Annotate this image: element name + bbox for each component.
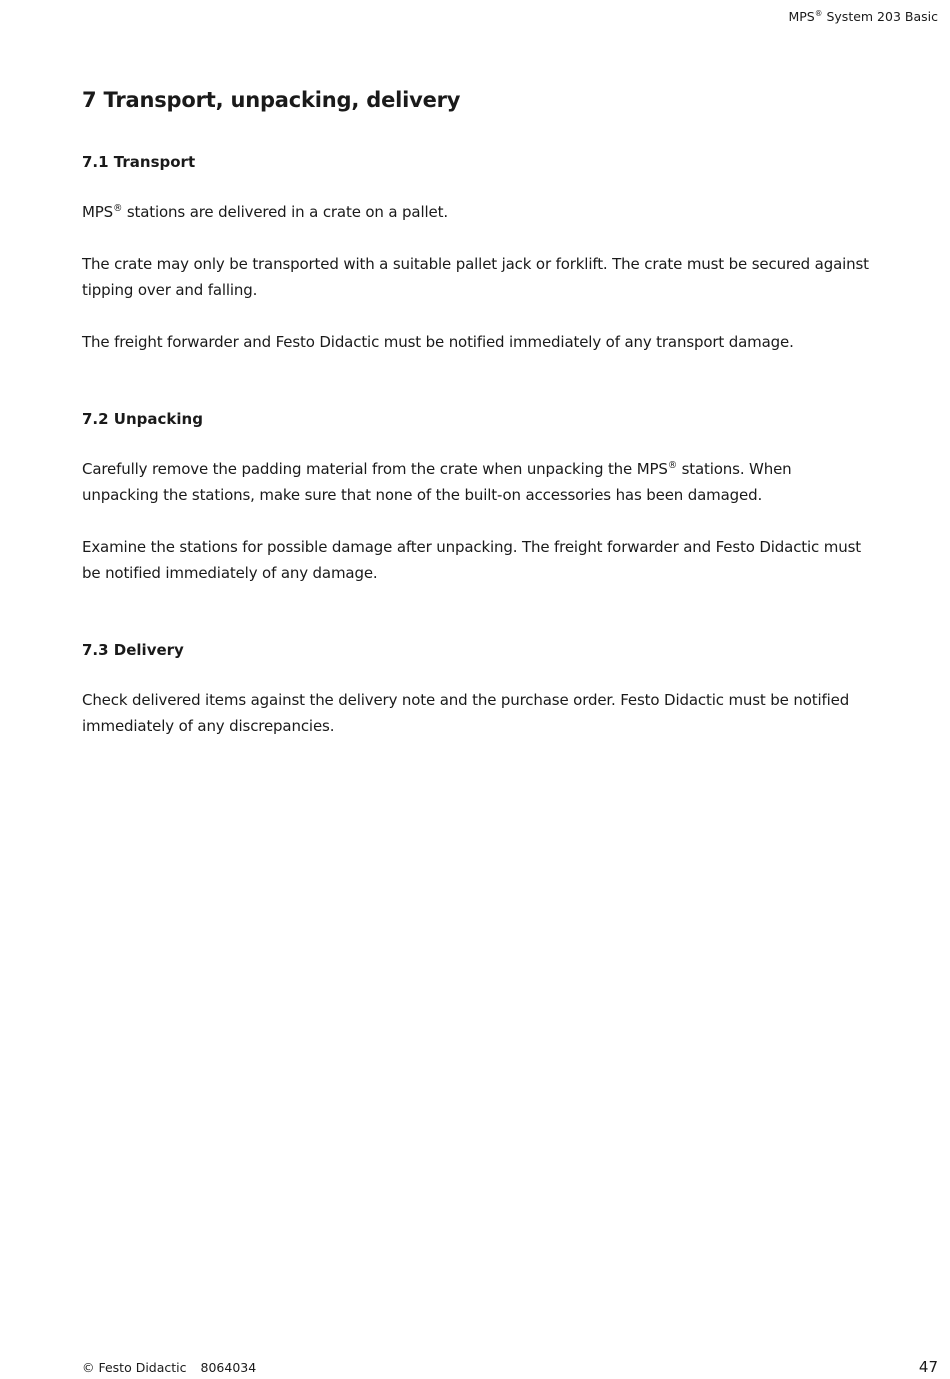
footer-left xyxy=(82,1360,256,1375)
header-product: MPS xyxy=(788,9,815,24)
page-number: 47 xyxy=(918,1358,938,1376)
chapter-title: 7 Transport, unpacking, delivery xyxy=(82,88,461,112)
footer-document-number: 8064034 xyxy=(200,1360,257,1375)
transport-p1-rest: stations are delivered in a crate on a pallet. xyxy=(122,203,448,221)
footer-copyright: © Festo Didactic xyxy=(82,1360,187,1375)
unpacking-p1-text: Carefully remove the padding material from the crate when unpacking the MPS xyxy=(82,460,668,478)
header-title-rest: System 203 Basic xyxy=(822,9,938,24)
unpacking-paragraph-1 xyxy=(82,456,872,508)
running-header xyxy=(788,9,938,24)
delivery-paragraph-1: Check delivered items against the delivery note and the purchase order. Festo Didactic must be notified immediately of any discrepancies. xyxy=(82,691,850,735)
page-content xyxy=(82,86,872,739)
unpacking-p1-registered-mark: ® xyxy=(667,460,677,471)
section-heading-delivery: 7.3 Delivery xyxy=(82,641,184,659)
header-registered-mark: ® xyxy=(814,8,823,18)
transport-p1-registered-mark: ® xyxy=(113,203,123,214)
unpacking-paragraph-2: Examine the stations for possible damage after unpacking. The freight forwarder and Festo Didactic must be notified immediately of any damage. xyxy=(82,538,861,582)
unpacking-p1-rest: stations. When unpacking the stations, make sure that none of the built-on accessories has been damaged. xyxy=(82,460,792,504)
transport-paragraph-2: The crate may only be transported with a suitable pallet jack or forklift. The crate must be secured against tipping over and falling. xyxy=(82,255,869,299)
section-heading-transport: 7.1 Transport xyxy=(82,153,196,171)
transport-paragraph-1 xyxy=(82,199,872,225)
transport-paragraph-3: The freight forwarder and Festo Didactic must be notified immediately of any transport damage. xyxy=(82,333,794,351)
section-heading-unpacking: 7.2 Unpacking xyxy=(82,410,203,428)
transport-p1-product: MPS xyxy=(82,203,114,221)
